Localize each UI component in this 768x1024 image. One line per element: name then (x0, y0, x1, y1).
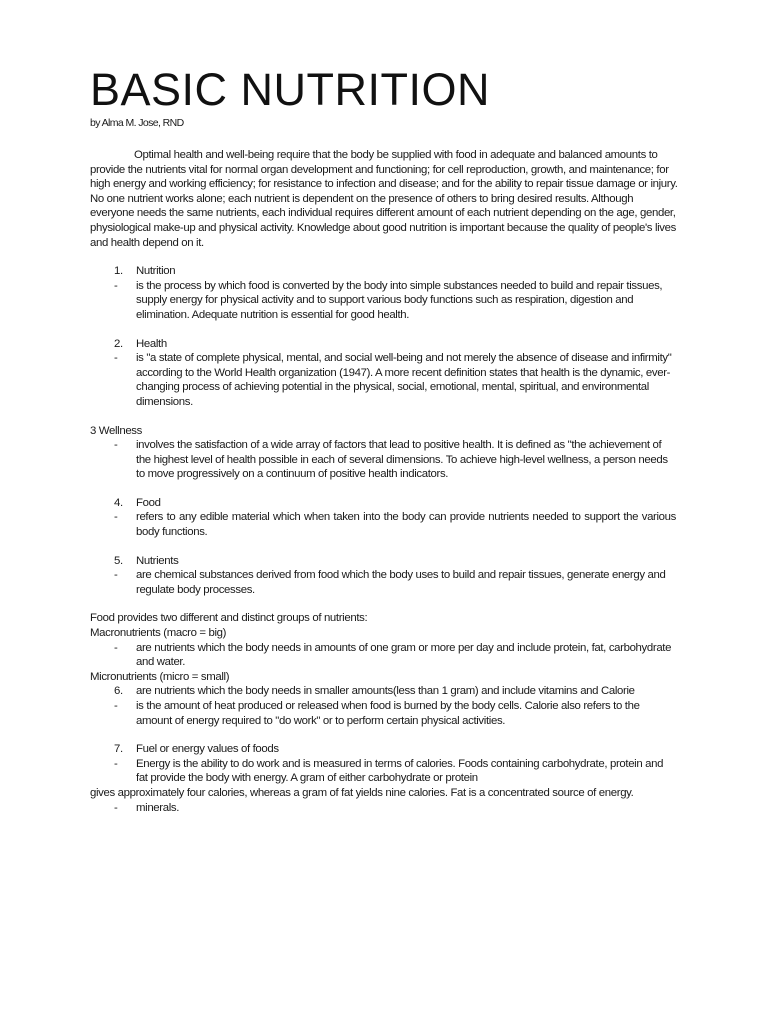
section-nutrient-groups (90, 611, 680, 728)
dash-bullet: - (114, 279, 118, 292)
dash-bullet: - (114, 569, 118, 582)
dash-bullet: - (114, 700, 118, 712)
item-text: is "a state of complete physical, mental, and social well-being and not merely the absence of disease and infirmity" according to the World Health organization (1947). A more recent definition states that health is the dynamic, ever-changing process of achieving potential in the physical, social, emotional, mental, spiritual, and environmental dimensions. (136, 352, 672, 408)
item-number: 5. (114, 554, 123, 567)
dash-bullet: - (114, 352, 118, 365)
micro-text: are nutrients which the body needs in smaller amounts(less than 1 gram) and include vitamins and Calorie (136, 685, 635, 698)
dash-bullet: - (114, 511, 118, 524)
item-number: 2. (114, 337, 123, 350)
macro-heading: Macronutrients (macro = big) (90, 627, 227, 640)
item-text: involves the satisfaction of a wide array of factors that lead to positive health. It is defined as "the achievement of the highest level of health possible in each of several dimensions. To achieve high-level wellness, a person needs to move progressively on a continuum of positive health indicators. (136, 439, 668, 481)
item-number: 4. (114, 496, 123, 509)
dash-bullet: - (114, 757, 118, 770)
item-text: are chemical substances derived from food which the body uses to build and repair tissues, generate energy and regulate body processes. (136, 569, 666, 596)
item-number: 6. (114, 685, 123, 698)
item-text: is the process by which food is converted by the body into simple substances needed to build and repair tissues, supply energy for physical activity and to support various body functions such as respiration, digestion and elimination. Adequate nutrition is essential for good health. (136, 279, 663, 321)
item-number: 1. (114, 265, 123, 278)
document-title: BASIC NUTRITION (90, 64, 491, 115)
item-text: refers to any edible material which when taken into the body can provide nutrients needed to support the various body functions. (136, 511, 676, 539)
item-text: Energy is the ability to do work and is measured in terms of calories. Foods containing carbohydrate, protein and fat provide the body with energy. A gram of either carbohydrate or protein (136, 757, 664, 785)
item-heading: Health (136, 337, 167, 350)
section-food (90, 496, 680, 540)
item-heading: Food (136, 496, 161, 509)
minerals-text: minerals. (136, 801, 180, 814)
macro-text: are nutrients which the body needs in amounts of one gram or more per day and include protein, fat, carbohydrate and water. (136, 641, 672, 669)
item-heading: Fuel or energy values of foods (136, 743, 279, 756)
section-fuel-values (90, 742, 680, 815)
dash-bullet: - (114, 641, 118, 654)
item-number: 7. (114, 743, 123, 756)
dash-bullet: - (114, 439, 118, 452)
document-page (90, 62, 680, 815)
item-heading: Nutrients (136, 554, 179, 567)
dash-bullet: - (114, 801, 118, 814)
author-line: by Alma M. Jose, RND (90, 117, 184, 129)
micro-heading: Micronutrients (micro = small) (90, 670, 230, 683)
continuation-text: gives approximately four calories, whereas a gram of fat yields nine calories. Fat is a concentrated source of energy. (90, 786, 634, 799)
item-heading: Nutrition (136, 265, 176, 278)
section-health (90, 337, 680, 410)
calorie-text: is the amount of heat produced or released when food is burned by the body cells. Calorie also refers to the amount of energy required to "do work" or to perform certain physical activities. (136, 700, 640, 727)
item-heading: 3 Wellness (90, 424, 143, 437)
intro-paragraph: Optimal health and well-being require that the body be supplied with food in adequate and balanced amounts to provide the nutrients vital for normal organ development and functioning; for cell reproduction, growth, and maintenance; for high energy and working efficiency; for resistance to infection and disease; and for the ability to repair tissue damage or injury. No one nutrient works alone; each nutrient is dependent on the presence of others to bring desired results. Although everyone needs the same nutrients, each individual requires different amount of each nutrient depending on the age, gender, physiological make-up and physical activity. Knowledge about good nutrition is important because the quality of people's lives and health depend on it. (90, 149, 678, 249)
groups-intro: Food provides two different and distinct groups of nutrients: (90, 612, 368, 625)
section-wellness (90, 424, 680, 482)
section-nutrients (90, 554, 680, 598)
section-nutrition (90, 264, 680, 322)
